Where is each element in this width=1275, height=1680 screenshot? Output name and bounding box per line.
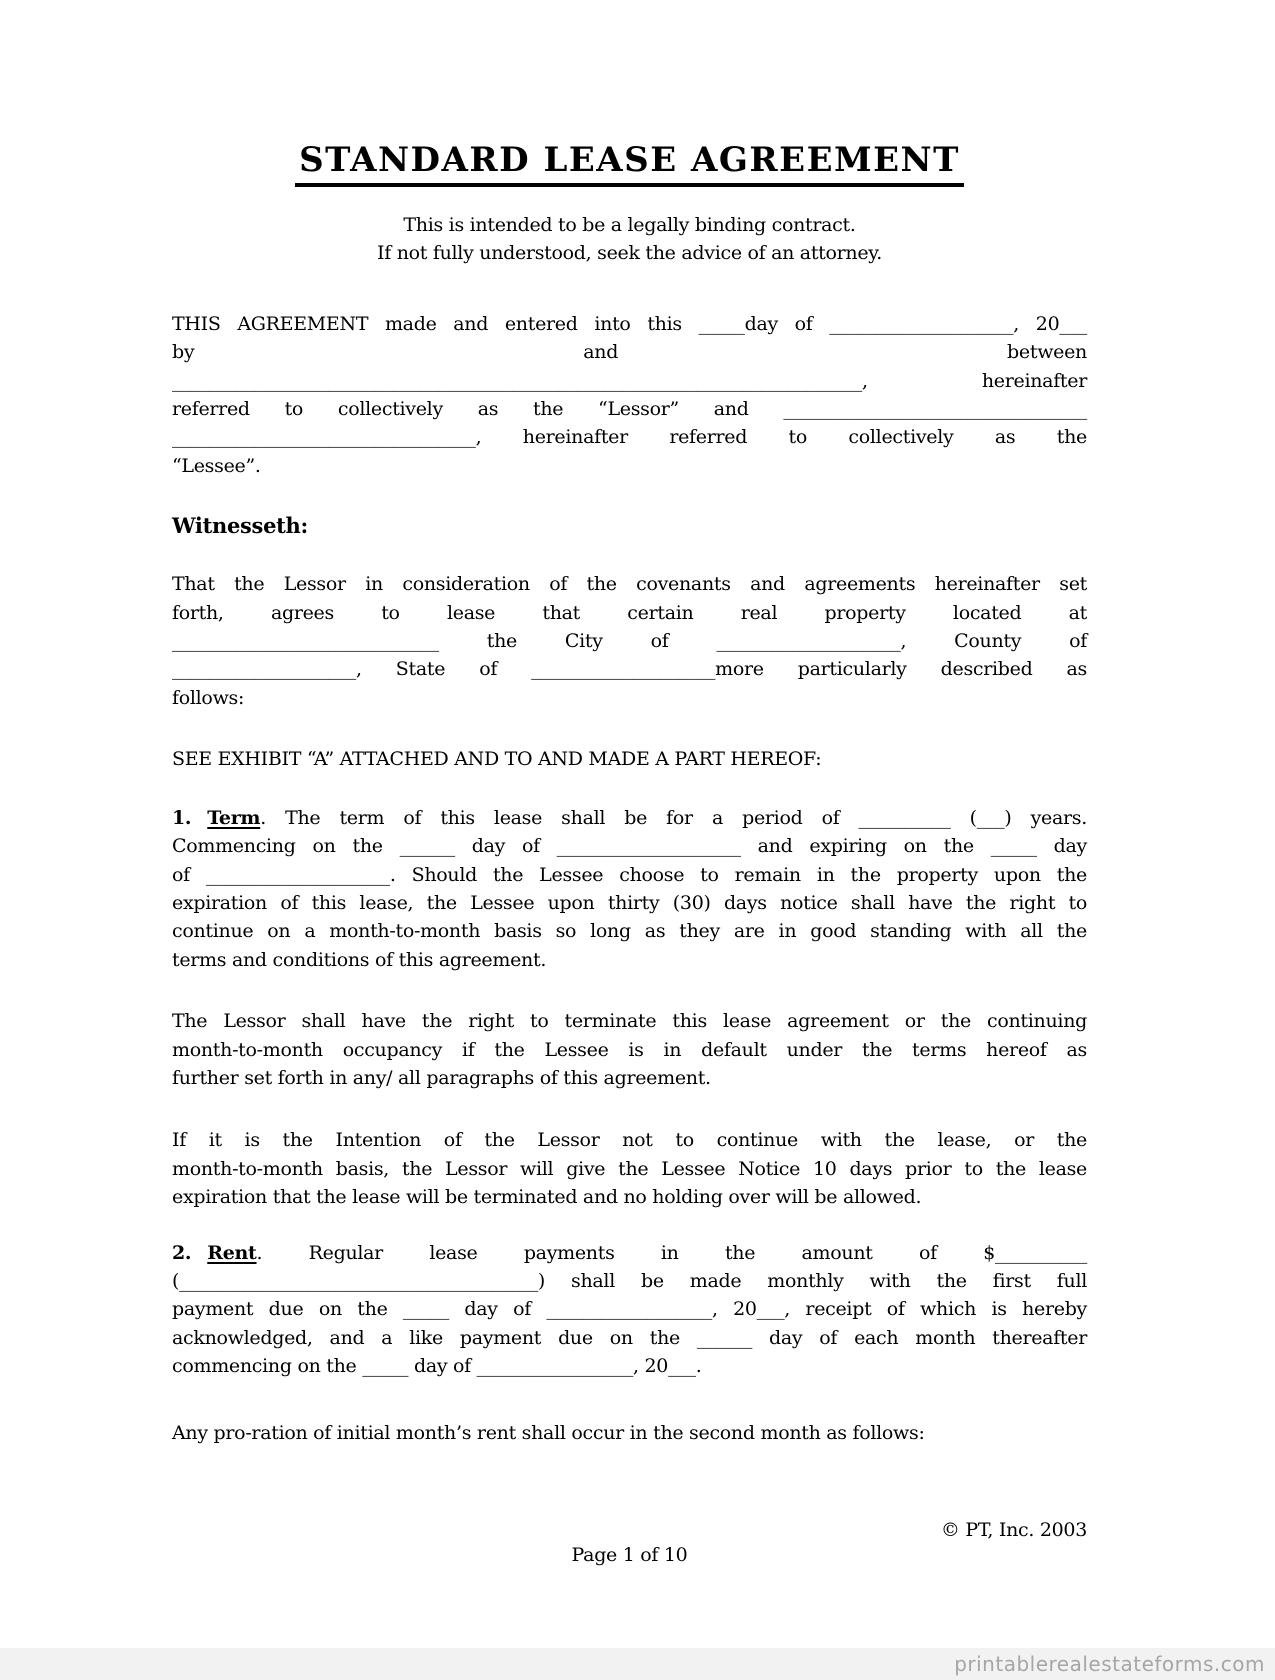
- intention-line: If it is the Intention of the Lessor not to continue with the lease, or the: [172, 1129, 1087, 1152]
- rent-line: commencing on the _____ day of _________________, 20___.: [172, 1355, 702, 1378]
- watermark-bar: [0, 1648, 1275, 1680]
- witnesseth-line: follows:: [172, 686, 245, 709]
- rent-line: acknowledged, and a like payment due on the ______ day of each month thereafter: [172, 1326, 1087, 1349]
- exhibit-line: SEE EXHIBIT “A” ATTACHED AND TO AND MADE A PART HEREOF:: [172, 748, 822, 771]
- term-section: [172, 804, 1087, 974]
- term-line: expiration of this lease, the Lessee upon thirty (30) days notice shall have the right to: [172, 891, 1087, 914]
- rent-line: (_______________________________________) shall be made monthly with the first full: [172, 1269, 1087, 1292]
- intention-paragraph: [172, 1126, 1087, 1211]
- term-line: Commencing on the ______ day of ____________________ and expiring on the _____ day: [172, 835, 1087, 858]
- termination-line: further set forth in any/ all paragraphs of this agreement.: [172, 1066, 711, 1089]
- document-subtitle: [172, 211, 1087, 268]
- witnesseth-line: That the Lessor in consideration of the covenants and agreements hereinafter set: [172, 573, 1087, 596]
- intro-paragraph: [172, 310, 1087, 480]
- witnesseth-heading: Witnesseth:: [172, 513, 308, 539]
- witnesseth-paragraph: [172, 570, 1087, 712]
- copyright-text: © PT, Inc. 2003: [940, 1519, 1087, 1541]
- document-title: STANDARD LEASE AGREEMENT: [295, 140, 964, 187]
- intro-line: “Lessee”.: [172, 454, 261, 477]
- term-line: terms and conditions of this agreement.: [172, 948, 547, 971]
- intro-line: ___________________________________________________________________________, hereinafter: [172, 369, 1087, 392]
- witnesseth-line: ____________________, State of ____________________more particularly described as: [172, 658, 1087, 681]
- rent-section: [172, 1239, 1087, 1381]
- witnesseth-line: forth, agrees to lease that certain real property located at: [172, 601, 1087, 624]
- intro-line: _________________________________, hereinafter referred to collectively as the: [172, 426, 1087, 449]
- intention-line: month-to-month basis, the Lessor will give the Lessee Notice 10 days prior to the lease: [172, 1157, 1087, 1180]
- witnesseth-line: _____________________________ the City of ____________________, County of: [172, 630, 1087, 653]
- proration-line: Any pro-ration of initial month’s rent shall occur in the second month as follows:: [172, 1421, 925, 1444]
- termination-line: month-to-month occupancy if the Lessee is in default under the terms hereof as: [172, 1038, 1087, 1061]
- section-label: Rent: [207, 1241, 257, 1264]
- title-wrap: [172, 140, 1087, 187]
- rent-line: payment due on the _____ day of __________________, 20___, receipt of which is hereby: [172, 1298, 1087, 1321]
- watermark-text: printablerealestateforms.com: [954, 1652, 1265, 1676]
- intention-line: expiration that the lease will be terminated and no holding over will be allowed.: [172, 1186, 922, 1209]
- intro-line: referred to collectively as the “Lessor” and _________________________________: [172, 398, 1087, 421]
- section-first-line-text: . The term of this lease shall be for a period of __________ (___) years.: [260, 806, 1087, 829]
- intro-line: by and between: [172, 341, 1087, 364]
- section-number: 1.: [172, 806, 192, 829]
- termination-paragraph: [172, 1007, 1087, 1092]
- rent-first-line: [172, 1239, 1087, 1267]
- term-line: of ____________________. Should the Lessee choose to remain in the property upon the: [172, 863, 1087, 886]
- section-first-line-text: . Regular lease payments in the amount of $__________: [256, 1241, 1087, 1264]
- section-number: 2.: [172, 1241, 192, 1264]
- subtitle-line-2: If not fully understood, seek the advice of an attorney.: [377, 242, 882, 265]
- section-label: Term: [207, 806, 261, 829]
- intro-line: THIS AGREEMENT made and entered into this _____day of ____________________, 20___: [172, 312, 1087, 335]
- term-line: continue on a month-to-month basis so long as they are in good standing with all the: [172, 920, 1087, 943]
- subtitle-line-1: This is intended to be a legally binding contract.: [403, 214, 856, 236]
- page-number: Page 1 of 10: [571, 1544, 688, 1566]
- termination-line: The Lessor shall have the right to terminate this lease agreement or the continuing: [172, 1010, 1087, 1033]
- document-content: [172, 0, 1087, 1569]
- term-first-line: [172, 804, 1087, 832]
